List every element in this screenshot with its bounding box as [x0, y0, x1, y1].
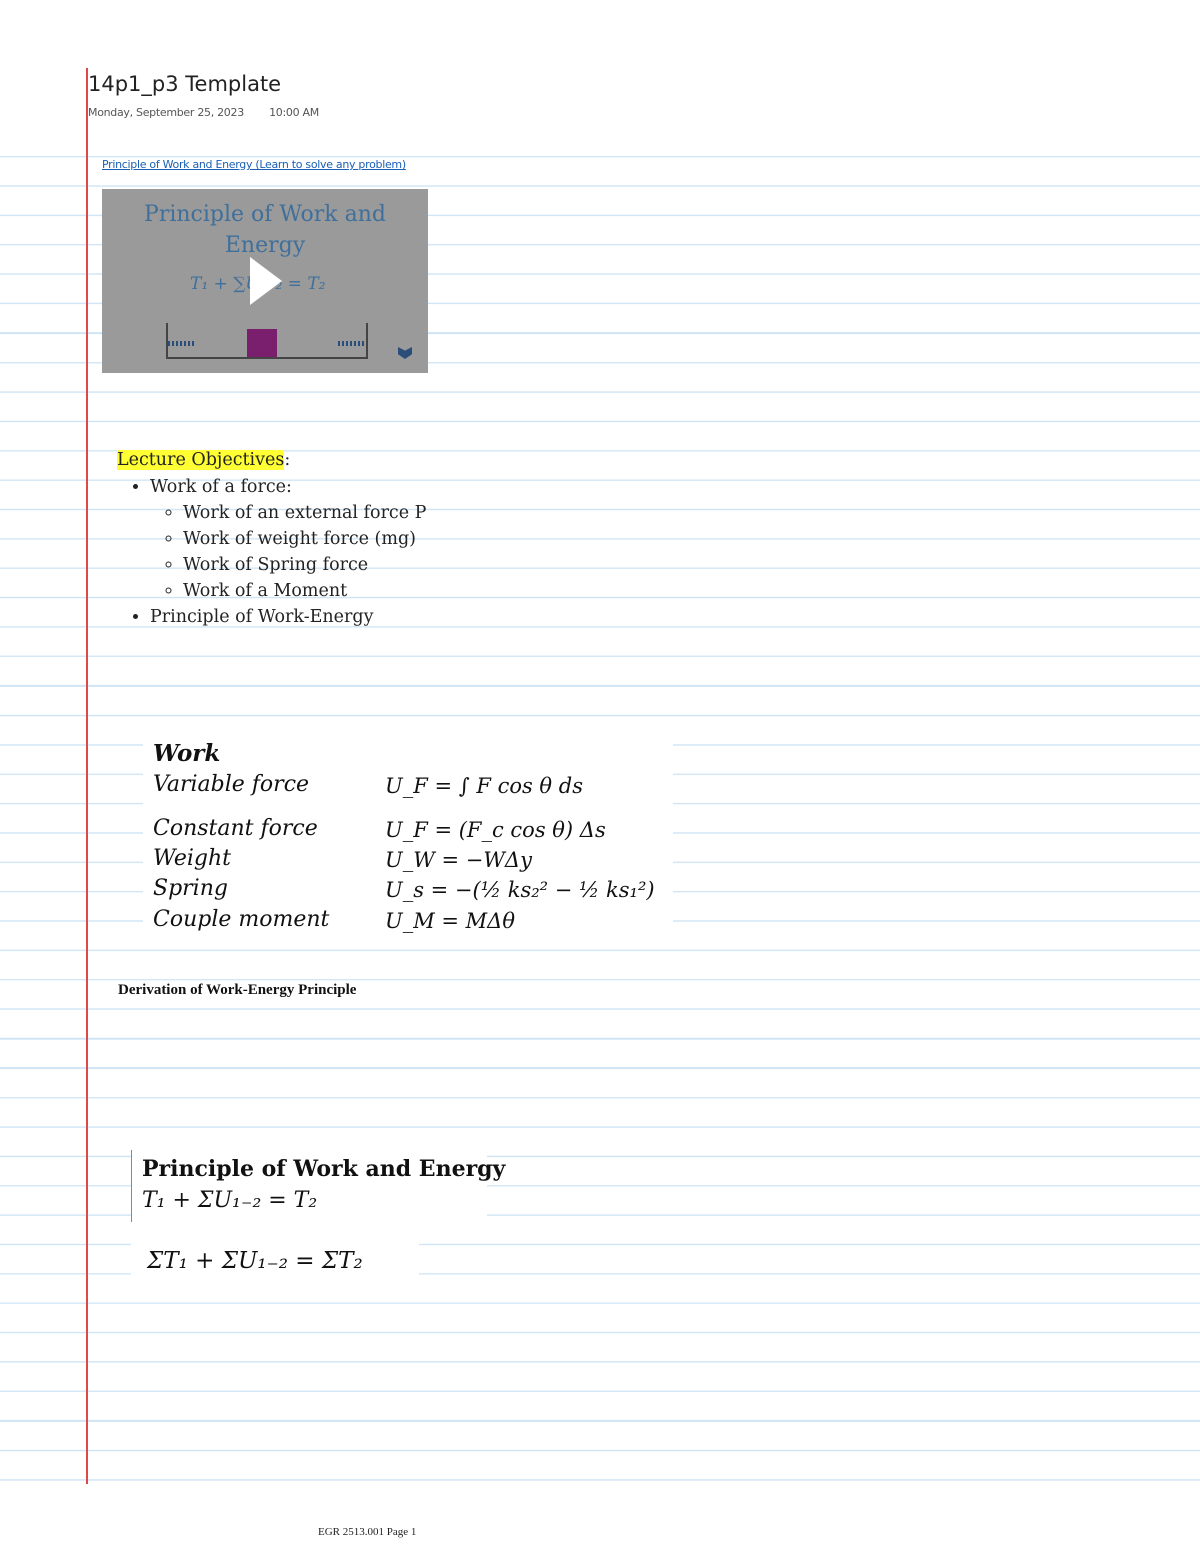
left-spring-shape [168, 341, 196, 346]
footer-area [0, 1485, 1200, 1556]
video-thumbnail[interactable] [102, 189, 428, 373]
formulas-heading: Work [153, 740, 221, 767]
objective-item: • Principle of Work-Energy [150, 604, 426, 630]
formula-label: Variable force [153, 772, 310, 797]
objectives-heading-highlight: Lecture Objectives [117, 450, 285, 470]
objectives-list [117, 474, 426, 630]
page-time: 10:00 AM [269, 106, 319, 119]
formula-label: Spring [153, 876, 228, 901]
principle-equation: T₁ + ΣU₁₋₂ = T₂ [142, 1188, 318, 1213]
formula-label: Constant force [153, 816, 318, 841]
objective-subitem: ◦ Work of weight force (mg) [183, 526, 426, 552]
block-shape [247, 329, 277, 357]
objective-subitem: ◦ Work of an external force P [183, 500, 426, 526]
lecture-objectives [117, 448, 426, 630]
page-footer: EGR 2513.001 Page 1 [318, 1526, 417, 1538]
objectives-heading [117, 448, 426, 472]
formula-equation: U_s = −(½ ks₂² − ½ ks₁²) [385, 878, 655, 902]
thumbnail-title: Principle of Work and Energy [144, 202, 386, 258]
objective-subitem: ◦ Work of a Moment [183, 578, 426, 604]
system-principle-equation: ΣT₁ + ΣU₁₋₂ = ΣT₂ [147, 1248, 363, 1274]
formula-label: Couple moment [153, 907, 330, 932]
objective-item-label: Work of a force: [150, 477, 292, 497]
formula-equation: U_W = −WΔy [385, 848, 532, 872]
principle-image [131, 1150, 506, 1222]
objective-item [150, 474, 426, 604]
system-principle-image [131, 1226, 419, 1292]
margin-line [86, 68, 88, 1484]
objective-subitem: ◦ Work of Spring force [183, 552, 426, 578]
work-formulas-image [143, 720, 673, 942]
right-spring-shape [338, 341, 366, 346]
objective-sublist [150, 500, 426, 604]
page-timestamp [88, 106, 319, 119]
channel-logo-icon [398, 347, 412, 359]
formula-equation: U_F = (F_c cos θ) Δs [385, 818, 606, 842]
formula-equation: U_M = MΔθ [385, 909, 515, 933]
right-wall-shape [366, 323, 368, 359]
video-link[interactable]: Principle of Work and Energy (Learn to solve any problem) [102, 158, 406, 171]
formula-equation: U_F = ∫ F cos θ ds [385, 774, 583, 798]
objectives-heading-colon: : [284, 450, 291, 470]
formula-label: Weight [153, 846, 231, 871]
track-shape [166, 357, 368, 359]
page-date: Monday, September 25, 2023 [88, 106, 244, 119]
thumbnail-equation: T₁ + ∑U₁₋₂ = T₂ [190, 274, 326, 294]
play-icon[interactable] [250, 257, 282, 305]
page-title: 14p1_p3 Template [88, 72, 282, 96]
principle-title: Principle of Work and Energy [142, 1156, 506, 1182]
derivation-heading: Derivation of Work-Energy Principle [118, 982, 357, 998]
